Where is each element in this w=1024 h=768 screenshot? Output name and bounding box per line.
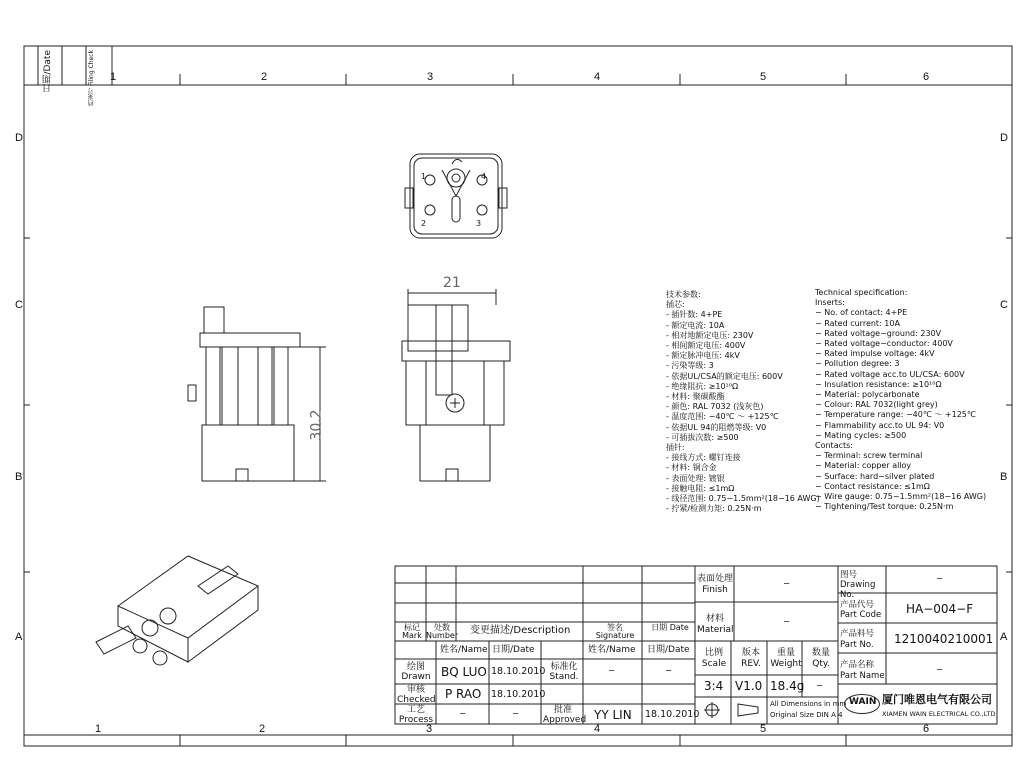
zone-bottom-5: 5	[760, 723, 767, 735]
spec-cn-line: - 可插拔次数: ≥500	[666, 432, 739, 442]
spec-en-line: − Material: copper alloy	[815, 461, 912, 471]
tb-approved-date: 18.10.2010	[645, 709, 700, 720]
dimension-width: 21	[443, 275, 461, 291]
spec-cn-line: - 材料: 铜合金	[666, 463, 717, 473]
zone-top-5: 5	[760, 71, 767, 83]
spec-en-line: − Rated voltage−ground: 230V	[815, 328, 942, 338]
tb-number: 处数 Number	[426, 623, 459, 640]
tb-part-code-value: HA−004−F	[906, 602, 974, 616]
zone-bottom-1: 1	[95, 723, 102, 735]
tb-dims-note-2: Original Size DIN A 4	[770, 711, 843, 719]
spec-cn-line: - 相对地额定电压: 230V	[666, 330, 754, 340]
spec-en-line: Contacts:	[815, 441, 853, 451]
spec-cn-line: - 相间额定电压: 400V	[666, 341, 746, 351]
pin-label-2: 2	[421, 219, 427, 228]
spec-en-line: − Insulation resistance: ≥10¹⁰Ω	[815, 379, 942, 389]
tb-rev-label: 版本 REV.	[741, 648, 761, 669]
tb-approved-name: YY LIN	[594, 708, 632, 722]
spec-cn-line: 技术参数:	[666, 290, 701, 299]
tb-finish-label: 表面处理 Finish	[697, 574, 734, 595]
tb-part-name-value: −	[936, 665, 944, 675]
tb-dims-note-1: All Dimensions in mm	[770, 700, 847, 708]
spec-cn-line: - 颜色: RAL 7032 (浅灰色)	[666, 402, 764, 412]
tb-description: 变更描述/Description	[470, 625, 571, 636]
spec-en-line: − Flammability acc.to UL 94: V0	[815, 420, 945, 430]
tb-qty-value: −	[816, 681, 824, 691]
tb-signature: 签名 Signature	[595, 623, 635, 640]
zone-left-B: B	[15, 471, 23, 483]
tb-mark: 标记 Mark	[402, 623, 422, 640]
dimension-height: 30.2	[308, 409, 325, 441]
zone-top-2: 2	[261, 71, 268, 83]
company-name-cn: 厦门唯恩电气有限公司	[882, 693, 992, 706]
zone-left-A: A	[15, 631, 23, 643]
tb-part-no-value: 1210040210001	[894, 632, 994, 646]
spec-cn-line: - 污染等级: 3	[666, 361, 714, 371]
spec-en-line: − Temperature range: −40℃ ～ +125℃	[815, 410, 976, 420]
spec-cn-line: - 线径范围: 0.75−1.5mm²(18−16 AWG)	[666, 494, 820, 504]
tb-drawn-name: BQ LUO	[441, 665, 487, 679]
spec-cn-line: - 拧紧/检测力矩: 0.25N·m	[666, 504, 762, 514]
spec-en-line: − Contact resistance: ≤1mΩ	[815, 481, 930, 491]
tb-checked-label: 审核 Checked	[397, 685, 436, 705]
zone-bottom-4: 4	[594, 723, 601, 735]
spec-cn-line: - 依据UL/CSA的额定电压: 600V	[666, 371, 783, 381]
spec-en-line: − Rated voltage−conductor: 400V	[815, 339, 953, 349]
spec-cn-line: 插针:	[666, 443, 685, 453]
tb-process-name: −	[459, 709, 467, 719]
spec-cn-line: - 接触电阻: ≤1mΩ	[666, 483, 735, 493]
tb-checked-name: P RAO	[445, 687, 482, 701]
tb-checked-date: 18.10.2010	[491, 689, 546, 700]
spec-en-line: − Rated impulse voltage: 4kV	[815, 349, 935, 359]
spec-en-line: − Terminal: screw terminal	[815, 451, 923, 461]
tb-name-col: 姓名/Name	[440, 645, 488, 655]
tb-name-col2: 姓名/Name	[588, 645, 636, 655]
zone-right-C: C	[1000, 299, 1008, 311]
tb-stand-label: 标准化 Stand.	[549, 662, 579, 682]
tb-part-no-label: 产品料号 Part No.	[840, 629, 875, 650]
zone-left-D: D	[15, 132, 23, 144]
spec-en-line: − Material: polycarbonate	[815, 390, 920, 400]
spec-en-line: − No. of contact: 4+PE	[815, 308, 908, 318]
tb-weight-label: 重量 Weight	[770, 648, 802, 669]
tb-drawn-label: 绘图 Drawn	[401, 662, 431, 682]
spec-cn-line: - 额定电流: 10A	[666, 320, 725, 330]
tb-weight-value: 18.4g	[770, 679, 805, 693]
tb-material-value: −	[783, 617, 791, 627]
spec-en-line: − Pollution degree: 3	[815, 359, 900, 369]
tb-rev-value: V1.0	[735, 679, 763, 693]
zone-bottom-2: 2	[259, 723, 266, 735]
pin-label-3: 3	[476, 219, 482, 228]
zone-bottom-6: 6	[923, 723, 930, 735]
company-name-en: XIAMEN WAIN ELECTRICAL CO.,LTD	[882, 710, 996, 718]
zone-right-B: B	[1000, 471, 1008, 483]
zone-top-4: 4	[594, 71, 601, 83]
spec-cn-line: - 插针数: 4+PE	[666, 310, 723, 320]
spec-cn-line: - 绝缘阻抗: ≥10¹⁰Ω	[666, 381, 739, 391]
zone-bottom-3: 3	[426, 723, 433, 735]
spec-cn-line: 插芯:	[666, 300, 685, 310]
tb-finish-value: −	[783, 579, 791, 589]
spec-cn-line: - 材料: 聚碳酸酯	[666, 392, 725, 402]
zone-top-6: 6	[923, 71, 930, 83]
spec-en-line: − Mating cycles: ≥500	[815, 430, 907, 440]
spec-en-line: − Wire gauge: 0.75−1.5mm²(18−16 AWG)	[815, 492, 987, 502]
zone-right-A: A	[1000, 631, 1008, 643]
zone-left-C: C	[15, 299, 23, 311]
pin-label-1: 1	[421, 172, 427, 181]
zone-top-1: 1	[110, 71, 117, 83]
spec-en-line: − Surface: hard−silver plated	[815, 471, 935, 481]
zone-top-3: 3	[427, 71, 434, 83]
tb-qty-label: 数量 Qty.	[811, 648, 830, 669]
spec-cn-line: - 额定脉冲电压: 4kV	[666, 351, 740, 361]
spec-en-line: Technical specification:	[815, 288, 908, 297]
spec-cn-line: - 依据UL 94的阻燃等级: V0	[666, 422, 767, 432]
tb-drawing-no-value: −	[936, 574, 944, 584]
tb-stand-name: −	[608, 666, 616, 676]
spec-en-line: − Tightening/Test torque: 0.25N·m	[815, 502, 954, 512]
tb-date: 日期 Date	[651, 623, 689, 632]
margin-date-label: 日期/Date	[43, 50, 53, 93]
spec-en-line: − Rated voltage acc.to UL/CSA: 600V	[815, 369, 965, 379]
tb-process-date: −	[512, 709, 520, 719]
tb-scale-value: 3:4	[704, 679, 724, 693]
spec-cn-line: - 温度范围: −40℃ ～ +125℃	[666, 412, 779, 422]
tb-scale-label: 比例 Scale	[701, 648, 727, 669]
tb-process-label: 工艺 Process	[398, 705, 434, 725]
pin-label-4: 4	[481, 172, 487, 181]
spec-cn-line: - 接线方式: 螺钉连接	[666, 453, 741, 463]
tb-drawn-date: 18.10.2010	[491, 666, 546, 677]
zone-right-D: D	[1000, 132, 1008, 144]
tb-part-name-label: 产品名称 Part Name	[840, 660, 885, 681]
tb-date-col: 日期/Date	[492, 645, 535, 655]
tb-part-code-label: 产品代号 Part Code	[840, 600, 882, 620]
spec-en-line: − Colour: RAL 7032(light grey)	[815, 400, 938, 410]
tb-stand-date: −	[665, 666, 673, 676]
tb-date-col2: 日期/Date	[647, 645, 690, 655]
spec-en-line: − Rated current: 10A	[815, 318, 900, 328]
tb-material-label: 材料 Material	[697, 614, 734, 635]
company-logo-text: WAIN	[849, 697, 877, 707]
tb-drawing-no-label: 图号 Drawing No.	[840, 570, 876, 600]
tb-approved-label: 批准 Approved	[543, 705, 587, 725]
margin-filing-label: 档案号 Filing Check	[88, 50, 95, 106]
spec-en-line: Inserts:	[815, 298, 845, 308]
spec-cn-line: - 表面处理: 镀银	[666, 473, 725, 483]
